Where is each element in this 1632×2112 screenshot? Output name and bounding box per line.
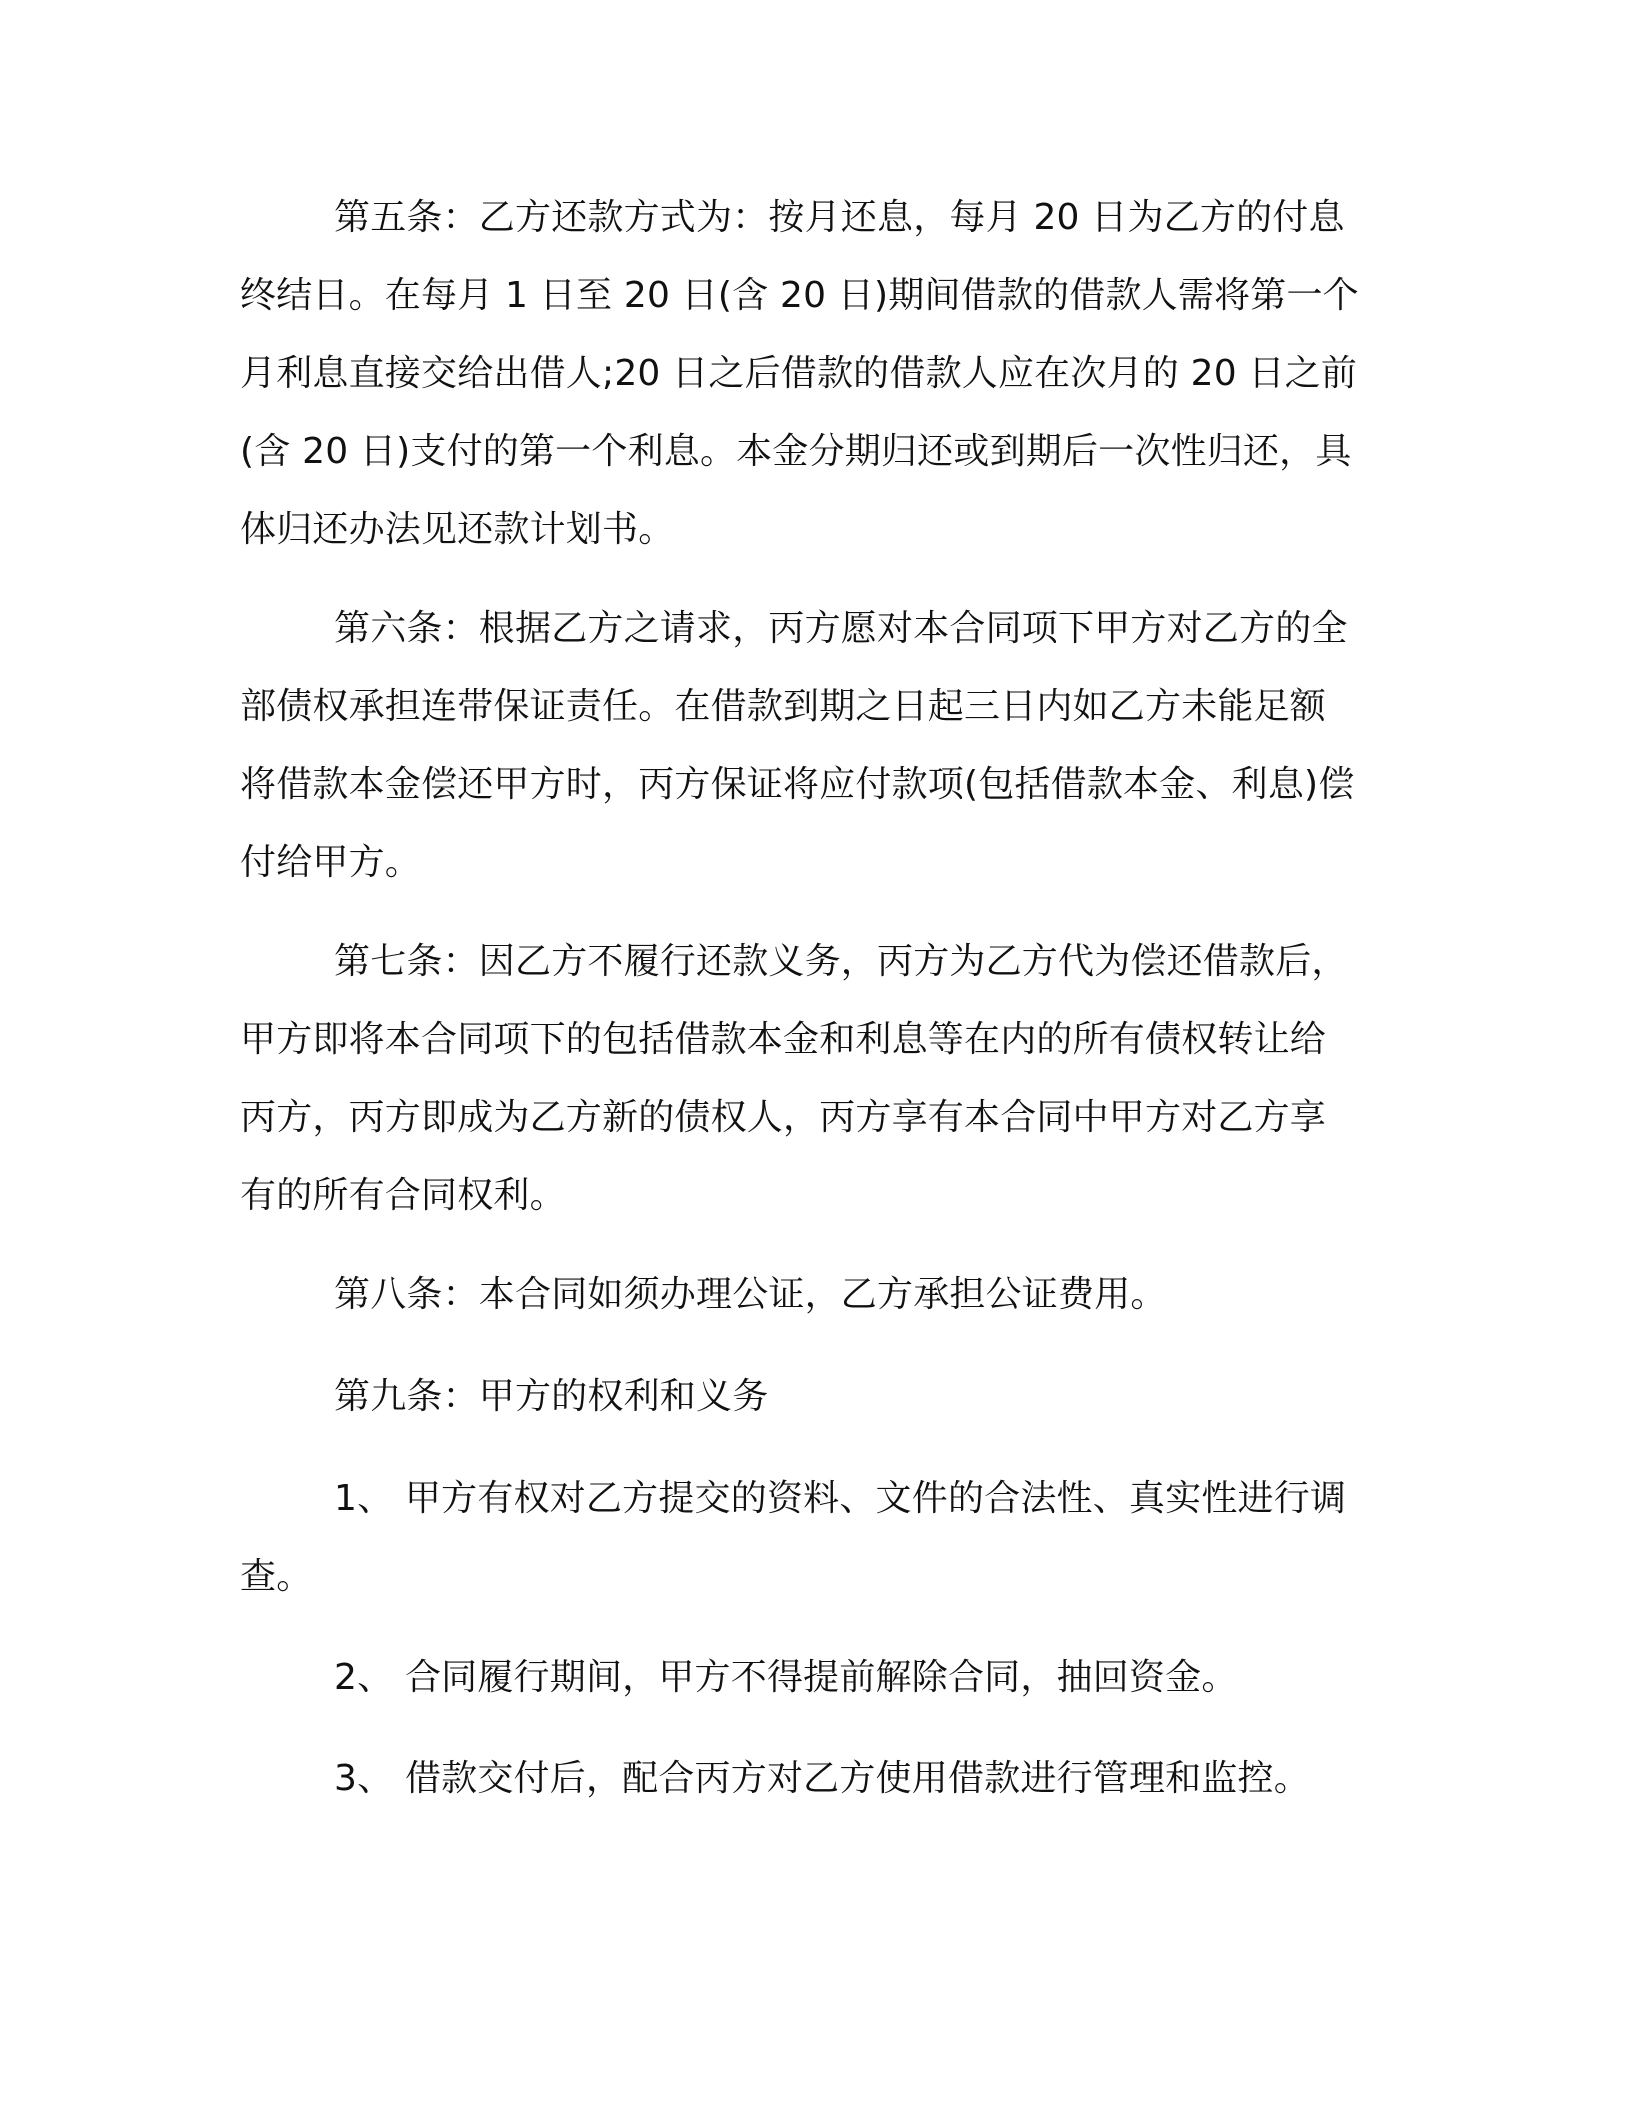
article-5-line-1: 第五条：乙方还款方式为：按月还息，每月 20 日为乙方的付息: [334, 197, 1345, 238]
article-6-line-4: 付给甲方。: [240, 842, 422, 883]
article-6-line-3: 将借款本金偿还甲方时，丙方保证将应付款项(包括借款本金、利息)偿: [240, 764, 1355, 805]
article-5-line-5: 体归还办法见还款计划书。: [240, 509, 675, 550]
article-7-line-4: 有的所有合同权利。: [240, 1175, 566, 1216]
article-6-line-1: 第六条：根据乙方之请求，丙方愿对本合同项下甲方对乙方的全: [334, 608, 1348, 649]
clause-1-line-1: 1、 甲方有权对乙方提交的资料、文件的合法性、真实性进行调: [334, 1478, 1347, 1519]
clause-2-line-1: 2、 合同履行期间，甲方不得提前解除合同，抽回资金。: [334, 1657, 1238, 1698]
clause-3-line-1: 3、 借款交付后，配合丙方对乙方使用借款进行管理和监控。: [334, 1758, 1310, 1799]
article-6-line-2: 部债权承担连带保证责任。在借款到期之日起三日内如乙方未能足额: [240, 686, 1327, 727]
article-7-line-1: 第七条：因乙方不履行还款义务，丙方为乙方代为偿还借款后，: [334, 941, 1348, 982]
article-5-line-3: 月利息直接交给出借人;20 日之后借款的借款人应在次月的 20 日之前: [240, 353, 1358, 394]
article-8-line-1: 第八条：本合同如须办理公证，乙方承担公证费用。: [334, 1274, 1167, 1315]
article-7-line-3: 丙方，丙方即成为乙方新的债权人，丙方享有本合同中甲方对乙方享: [240, 1097, 1327, 1138]
clause-1-line-2: 查。: [240, 1556, 313, 1597]
article-5-line-2: 终结日。在每月 1 日至 20 日(含 20 日)期间借款的借款人需将第一个: [240, 275, 1359, 316]
article-7-line-2: 甲方即将本合同项下的包括借款本金和利息等在内的所有债权转让给: [240, 1019, 1327, 1060]
article-9-heading: 第九条：甲方的权利和义务: [334, 1376, 769, 1417]
article-5-line-4: (含 20 日)支付的第一个利息。本金分期归还或到期后一次性归还，具: [240, 431, 1352, 472]
